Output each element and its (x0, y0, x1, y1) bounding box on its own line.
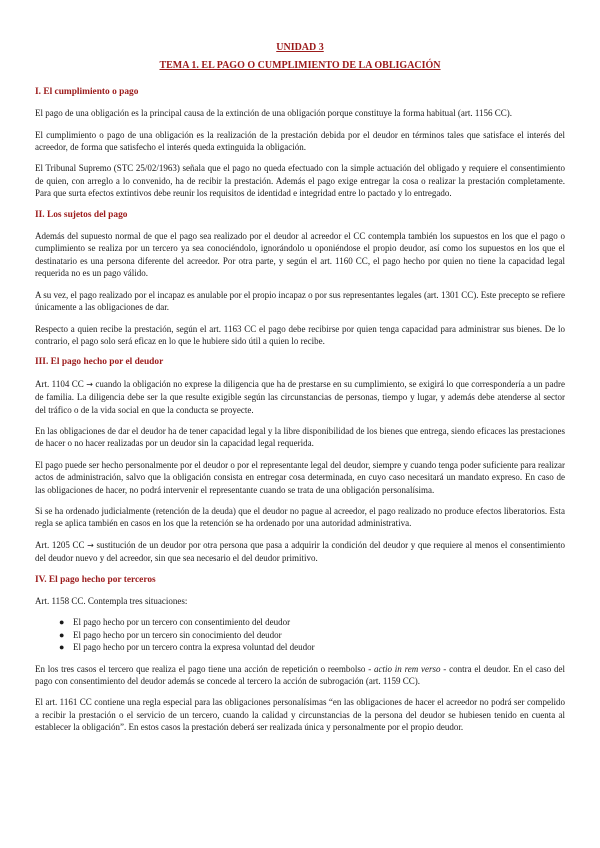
paragraph: Además del supuesto normal de que el pago sea realizado por el deudor al acreedor el CC contempla también los supuestos en los que el pago o cumplimiento se realiza por un tercero ya sea conociéndolo, ignorándolo u oponiéndose el propio deudor, así como los supuestos en los que el destinatario es una persona diferente del acreedor. Por otra parte, y según el art. 1160 CC, el pago hecho por quien no tiene la capacidad legal requerida no es un pago válido. (35, 231, 565, 279)
paragraph: En las obligaciones de dar el deudor ha de tener capacidad legal y la libre disponibilidad de los bienes que entrega, siendo eficaces las prestaciones de hacer o no hacer realizadas por un deudor sin la capacidad legal requerida. (35, 425, 565, 449)
paragraph: Art. 1158 CC. Contempla tres situaciones: (35, 596, 188, 606)
topic-title: TEMA 1. EL PAGO O CUMPLIMIENTO DE LA OBLIGACIÓN (159, 60, 441, 72)
paragraph: El art. 1161 CC contiene una regla especial para las obligaciones personalísimas “en las obligaciones de hacer el acreedor no podrá ser compelido a recibir la prestación o el servicio de un tercero, cuando la calidad y circunstancias de la persona del deudor se hubiesen tenido en cuenta al establecer la obligación”. En estos casos la prestación deberá ser realizada única y personalmente por el propio deudor. (35, 697, 565, 733)
paragraph: El pago puede ser hecho personalmente por el deudor o por el representante legal del deudor, siempre y cuando tenga poder suficiente para realizar actos de administración, salvo que la obligación consista en entregar cosa determinada, en cuyo caso necesitará un mandato expreso. En caso de las obligaciones de hacer, no podrá intervenir el representante cuando se trata de una obligación personalísima. (35, 459, 565, 495)
paragraph: Si se ha ordenado judicialmente (retención de la deuda) que el deudor no pague al acreedor, el pago realizado no produce efectos liberatorios. Esta regla se aplica también en casos en los que la retención se ha ordenado por una autoridad administrativa. (35, 505, 565, 529)
paragraph: El Tribunal Supremo (STC 25/02/1963) señala que el pago no queda efectuado con la simple actuación del obligado y requiere el consentimiento de quien, con arreglo a lo convenido, ha de recibir la prestación. Además el pago exige entregar la cosa o realizar la prestación completamente. Para que surta efectos extintivos debe reunir los requisitos de identidad e integridad entre lo pactado y lo entregado. (35, 163, 565, 199)
bullet-list (35, 616, 565, 653)
paragraph (35, 539, 565, 565)
arrow-icon: → (86, 379, 93, 389)
paragraph-text: cuando la obligación no exprese la diligencia que ha de prestarse en su cumplimiento, se exigirá lo que correspondería a un padre de familia. La diligencia debe ser la que resulte exigible según las circunstancias de personas, tiempo y lugar, y además debe atenderse al sector del tráfico o de la vida social en que la conducta se proyecte. (35, 378, 566, 415)
list-item: ● El pago hecho por un tercero contra la expresa voluntad del deudor (59, 642, 315, 653)
paragraph-text: sustitución de un deudor por otra persona que pasa a adquirir la condición del deudor y que requiere al menos el consentimiento del deudor nuevo y del acreedor, sin que sea necesario el del deudor primitivo. (35, 539, 566, 564)
bullet-icon: ● (59, 617, 65, 628)
list-item: ● El pago hecho por un tercero sin conocimiento del deudor (59, 629, 282, 640)
paragraph: Respecto a quien recibe la prestación, según el art. 1163 CC el pago debe recibirse por quien tenga capacidad para administrar sus bienes. De lo contrario, el pago solo será eficaz en lo que le hubiere sido útil a quien lo recibe. (35, 323, 565, 346)
section-heading: III. El pago hecho por el deudor (35, 357, 164, 368)
list-item: ● El pago hecho por un tercero con consentimiento del deudor (59, 617, 291, 628)
article-ref: Art. 1104 CC (35, 378, 84, 389)
paragraph: El pago de una obligación es la principal causa de la extinción de una obligación porque constituye la forma habitual (art. 1156 CC). (35, 108, 513, 119)
paragraph: A su vez, el pago realizado por el incapaz es anulable por el propio incapaz o por sus representantes legales (art. 1301 CC). Este precepto se refiere únicamente a las obligaciones de dar. (35, 289, 565, 313)
section-heading: I. El cumplimiento o pago (35, 86, 139, 97)
article-ref: Art. 1205 CC (35, 539, 85, 550)
arrow-icon: → (87, 540, 94, 550)
paragraph (35, 378, 565, 416)
unit-title: UNIDAD 3 (276, 42, 324, 53)
section-heading: II. Los sujetos del pago (35, 209, 128, 220)
bullet-icon: ● (59, 629, 65, 640)
section-heading: IV. El pago hecho por terceros (35, 574, 156, 585)
bullet-icon: ● (59, 642, 65, 653)
paragraph: En los tres casos el tercero que realiza el pago tiene una acción de repetición o reembolso - actio in rem verso - contra el deudor. En el caso del pago con consentimiento del deudor además se concede al tercero la acción de subrogación (art. 1159 CC). (35, 663, 565, 687)
latin-term: - actio in rem verso - (368, 663, 447, 674)
paragraph: El cumplimiento o pago de una obligación es la realización de la prestación debida por el deudor en términos tales que satisface el interés del acreedor, de forma que satisfecho el interés queda extinguida la obligación. (35, 129, 565, 153)
